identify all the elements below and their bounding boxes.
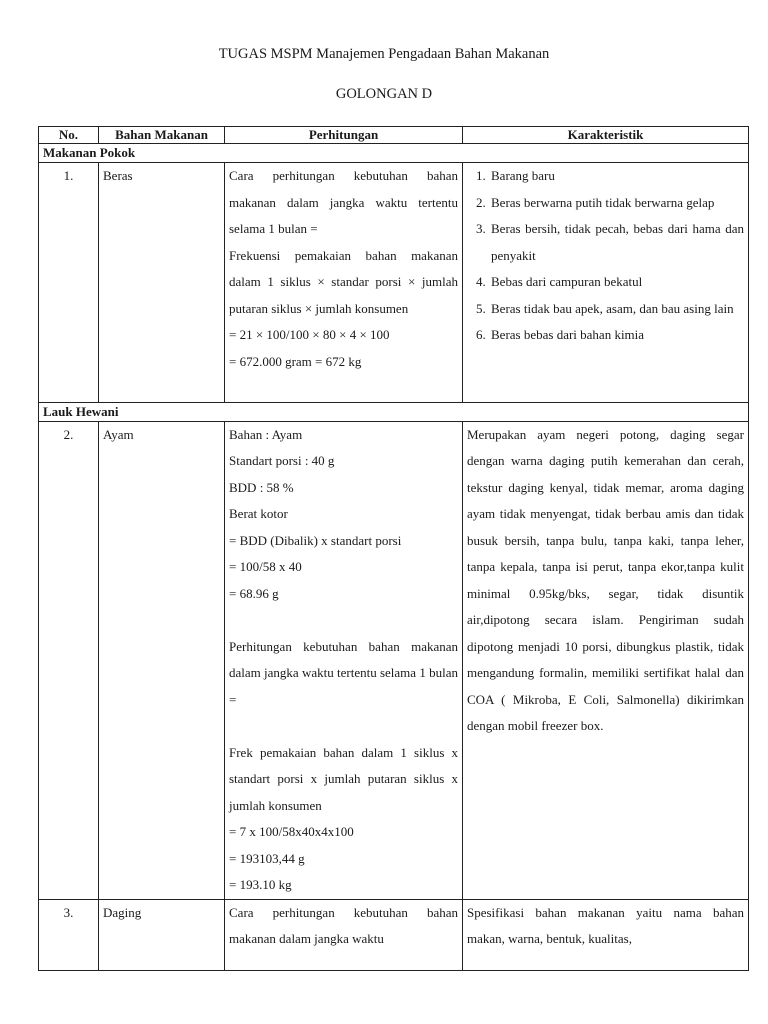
section-row xyxy=(39,144,749,163)
list-item: 2. Beras berwarna putih tidak berwarna gelap xyxy=(489,190,744,217)
row-bahan: Beras xyxy=(99,163,225,403)
row-number: 3. xyxy=(39,899,99,970)
section-row xyxy=(39,402,749,421)
table-row xyxy=(39,899,749,970)
perhitungan-line: = 7 x 100/58x40x4x100 xyxy=(229,824,354,839)
karakteristik-list xyxy=(467,163,744,349)
perhitungan-paragraph: Frek pemakaian bahan dalam 1 siklus x standart porsi x jumlah putaran siklus x jumlah konsumen xyxy=(229,744,458,813)
perhitungan-line: = 68.96 g xyxy=(229,585,279,601)
section-makanan-pokok: Makanan Pokok xyxy=(39,144,749,163)
row-karakteristik: Merupakan ayam negeri potong, daging segar dengan warna daging putih kemerahan dan cerah, tekstur daging kenyal, tidak memar, aroma daging ayam tidak menyengat, tidak berbau amis dan tidak busuk bersih, tanpa bulu, tanpa kaki, tanpa leher, tanpa kepala, tanpa isi perut, tanpa ekor,tanpa kulit minimal 0.95kg/bks, segar, tidak disuntik air,dipotong secara islam. Pengiriman sudah dipotong menjadi 10 porsi, dibungkus plastik, tidak mengandung formalin, memiliki sertifikat halal dan COA ( Mikroba, E Coli, Salmonella) dikirimkan dengan mobil freezer box. xyxy=(463,421,749,899)
procurement-table xyxy=(38,126,749,971)
table-header-row xyxy=(39,127,749,144)
row-perhitungan xyxy=(225,163,463,403)
row-perhitungan: Cara perhitungan kebutuhan bahan makanan dalam jangka waktu xyxy=(225,899,463,970)
perhitungan-line: = BDD (Dibalik) x standart porsi xyxy=(229,532,402,548)
perhitungan-line: = 672.000 gram = 672 kg xyxy=(229,353,362,369)
perhitungan-line: BDD : 58 % xyxy=(229,479,294,495)
list-item: 4. Bebas dari campuran bekatul xyxy=(489,269,744,296)
perhitungan-intro: Cara perhitungan kebutuhan bahan makanan dalam jangka waktu tertentu selama 1 bulan = xyxy=(229,168,458,236)
row-number: 2. xyxy=(39,421,99,899)
perhitungan-line: = 21 × 100/100 × 80 × 4 × 100 xyxy=(229,327,390,342)
perhitungan-line: = 100/58 x 40 xyxy=(229,559,302,574)
header-perhitungan: Perhitungan xyxy=(225,127,463,144)
header-karakteristik: Karakteristik xyxy=(463,127,749,144)
perhitungan-line: Standart porsi : 40 g xyxy=(229,453,335,468)
list-item: 3. Beras bersih, tidak pecah, bebas dari hama dan penyakit xyxy=(489,216,744,269)
list-item: 5. Beras tidak bau apek, asam, dan bau asing lain xyxy=(489,296,744,323)
row-number: 1. xyxy=(39,163,99,403)
perhitungan-line: = 193.10 kg xyxy=(229,877,292,892)
document-title: TUGAS MSPM Manajemen Pengadaan Bahan Makanan xyxy=(218,46,550,62)
document-subtitle: GOLONGAN D xyxy=(335,86,433,102)
perhitungan-paragraph: Perhitungan kebutuhan bahan makanan dalam jangka waktu tertentu selama 1 bulan = xyxy=(229,638,458,707)
perhitungan-formula: Frekuensi pemakaian bahan makanan dalam 1 siklus × standar porsi × jumlah putaran siklus × jumlah konsumen xyxy=(229,247,458,316)
table-row xyxy=(39,163,749,403)
row-karakteristik: Spesifikasi bahan makanan yaitu nama bahan makan, warna, bentuk, kualitas, xyxy=(463,899,749,970)
row-perhitungan xyxy=(225,421,463,899)
list-item: 1. Barang baru xyxy=(489,163,744,190)
perhitungan-line: Berat kotor xyxy=(229,506,288,521)
list-item: 6. Beras bebas dari bahan kimia xyxy=(489,322,744,349)
row-karakteristik xyxy=(463,163,749,403)
section-lauk-hewani: Lauk Hewani xyxy=(39,402,749,421)
header-bahan: Bahan Makanan xyxy=(99,127,225,144)
perhitungan-line: = 193103,44 g xyxy=(229,850,305,866)
perhitungan-line: Bahan : Ayam xyxy=(229,426,303,442)
table-row xyxy=(39,421,749,899)
header-no: No. xyxy=(39,127,99,144)
row-bahan: Ayam xyxy=(99,421,225,899)
row-bahan: Daging xyxy=(99,899,225,970)
